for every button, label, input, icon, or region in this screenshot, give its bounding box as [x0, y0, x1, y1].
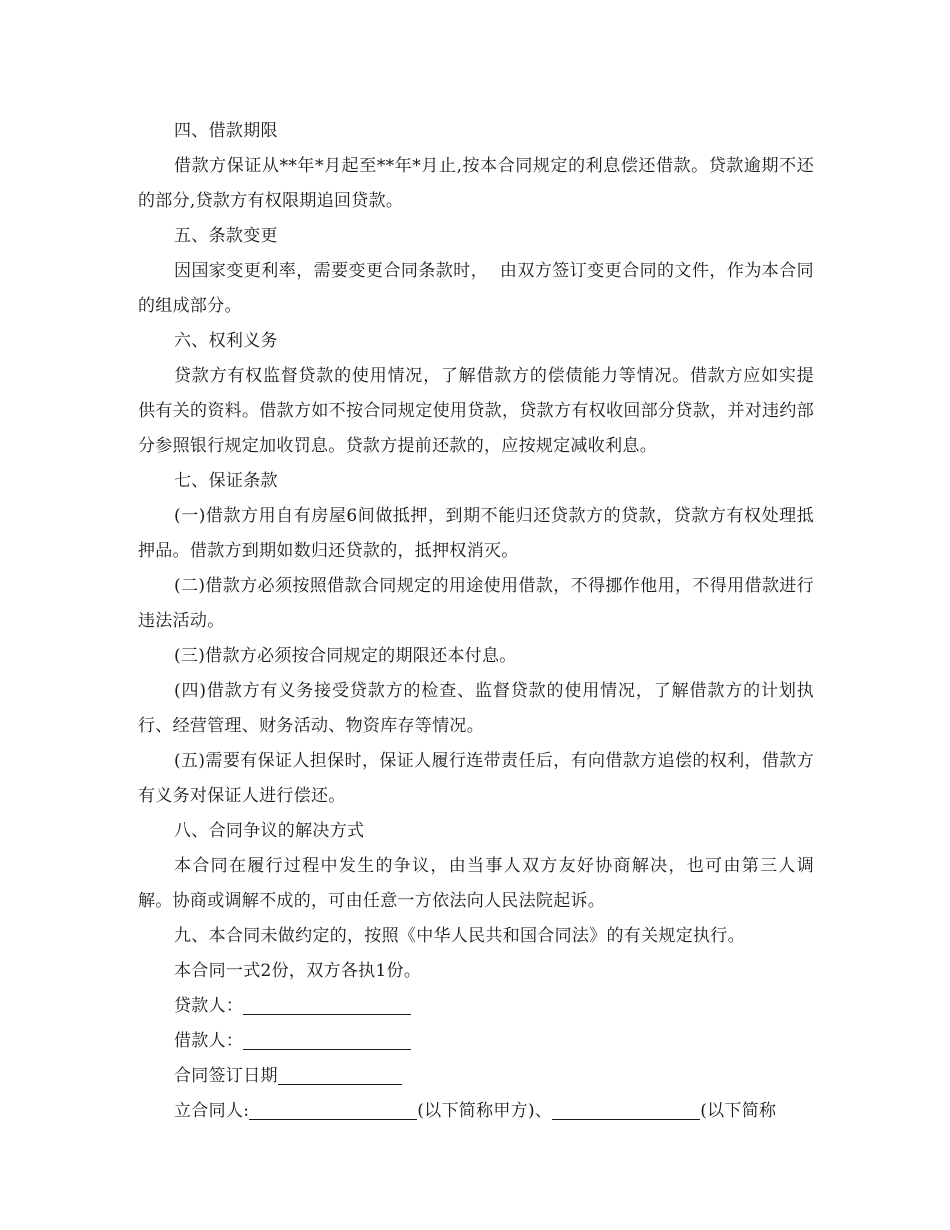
lender-blank[interactable] [243, 992, 411, 1015]
paragraph-guarantee-2: (二)借款方必须按照借款合同规定的用途使用借款，不得挪作他用，不得用借款进行违法活动。 [138, 576, 814, 631]
lender-label: 贷款人： [174, 996, 244, 1016]
section-heading-rights-obligations: 六、权利义务 [174, 331, 278, 351]
contract-page [138, 114, 814, 1129]
contract-body [138, 114, 814, 989]
party-b-blank[interactable] [552, 1097, 700, 1120]
party-a-blank[interactable] [249, 1097, 417, 1120]
date-blank[interactable] [278, 1062, 402, 1085]
section-heading-guarantee: 七、保证条款 [174, 471, 278, 491]
paragraph-unspecified: 九、本合同未做约定的，按照《中华人民共和国合同法》的有关规定执行。 [174, 926, 745, 946]
parties-line [138, 1094, 814, 1129]
signature-block [138, 989, 814, 1129]
paragraph-dispute: 本合同在履行过程中发生的争议，由当事人双方友好协商解决，也可由第三人调解。协商或调解不成的，可由任意一方依法向人民法院起诉。 [138, 856, 814, 911]
party-b-suffix: (以下简称 [700, 1101, 777, 1121]
section-heading-dispute: 八、合同争议的解决方式 [174, 821, 365, 841]
paragraph-guarantee-5: (五)需要有保证人担保时，保证人履行连带责任后，有向借款方追偿的权利，借款方有义务对保证人进行偿还。 [138, 751, 814, 806]
paragraph-copies: 本合同一式2份，双方各执1份。 [174, 961, 422, 981]
paragraph-loan-term: 借款方保证从**年*月起至**年*月止,按本合同规定的利息偿还借款。贷款逾期不还的部分,贷款方有权限期追回贷款。 [138, 156, 814, 211]
section-heading-loan-term: 四、借款期限 [174, 121, 278, 141]
borrower-line [138, 1024, 814, 1059]
date-line [138, 1059, 814, 1094]
paragraph-rights-obligations: 贷款方有权监督贷款的使用情况，了解借款方的偿债能力等情况。借款方应如实提供有关的资料。借款方如不按合同规定使用贷款，贷款方有权收回部分贷款，并对违约部分参照银行规定加收罚息。贷款方提前还款的，应按规定减收利息。 [138, 366, 814, 456]
lender-line [138, 989, 814, 1024]
paragraph-guarantee-3: (三)借款方必须按合同规定的期限还本付息。 [174, 646, 517, 666]
date-label: 合同签订日期 [174, 1066, 278, 1086]
paragraph-guarantee-1: (一)借款方用自有房屋6间做抵押，到期不能归还贷款方的贷款，贷款方有权处理抵押品。借款方到期如数归还贷款的，抵押权消灭。 [138, 506, 814, 561]
party-a-suffix: (以下简称甲方)、 [417, 1101, 553, 1121]
section-heading-clause-change: 五、条款变更 [174, 226, 278, 246]
borrower-label: 借款人： [174, 1031, 244, 1051]
paragraph-guarantee-4: (四)借款方有义务接受贷款方的检查、监督贷款的使用情况，了解借款方的计划执行、经营管理、财务活动、物资库存等情况。 [138, 681, 814, 736]
borrower-blank[interactable] [243, 1027, 411, 1050]
parties-label: 立合同人: [174, 1101, 250, 1121]
paragraph-clause-change: 因国家变更利率，需要变更合同条款时， 由双方签订变更合同的文件，作为本合同的组成部分。 [138, 261, 814, 316]
